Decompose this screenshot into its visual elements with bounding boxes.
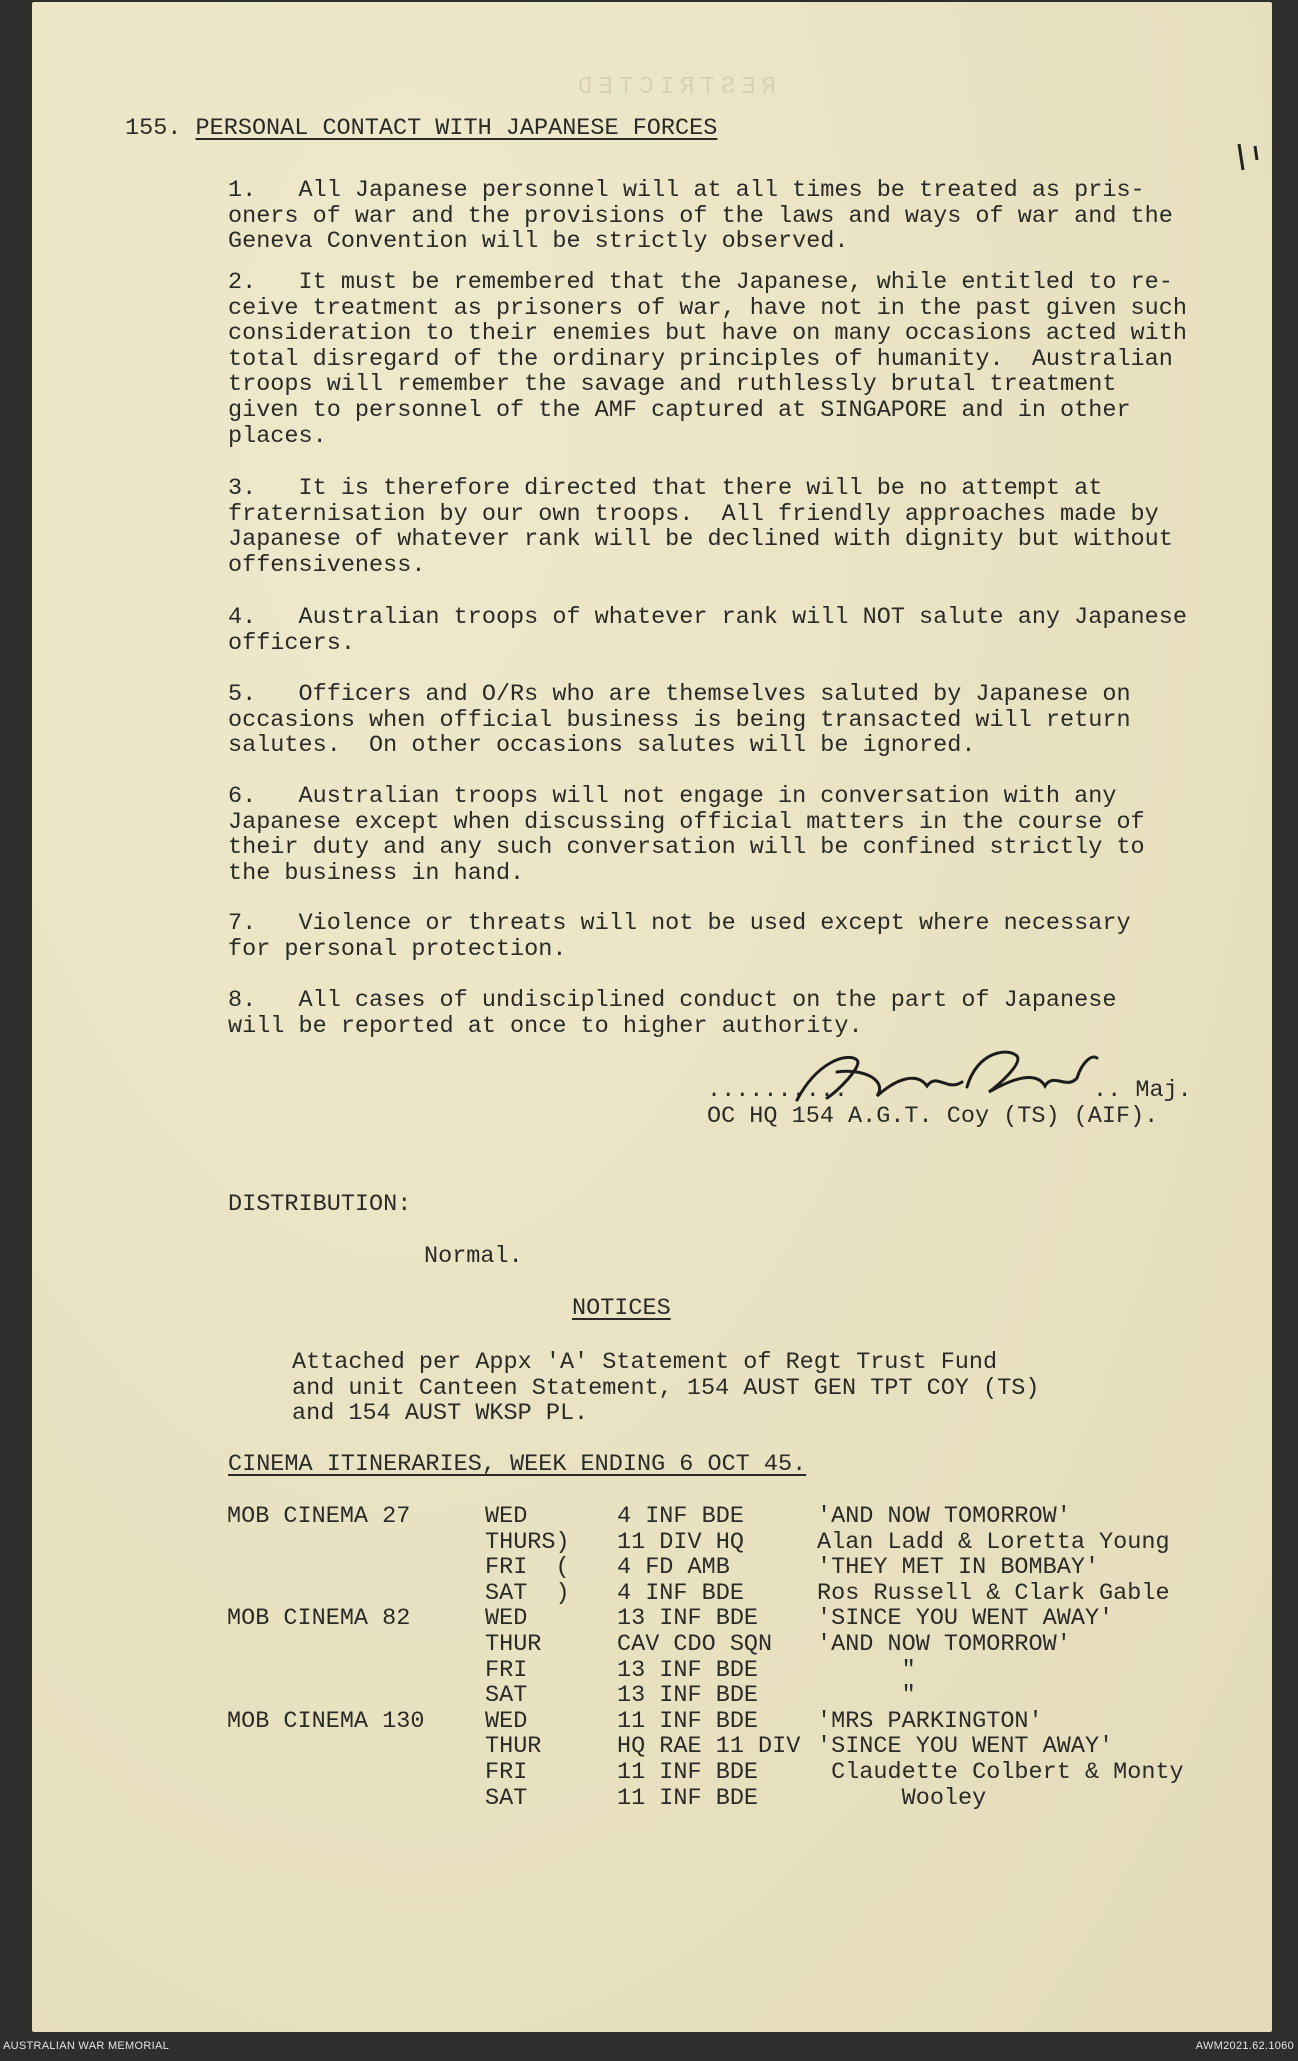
cinema-day: SAT ) [485, 1579, 570, 1607]
signature-rank: Maj. [1135, 1077, 1192, 1104]
paragraph-line: troops will remember the savage and ruthlessly brutal treatment [228, 371, 1117, 399]
cinema-day: THURS) [485, 1528, 570, 1556]
paragraph-line: offensiveness. [228, 551, 426, 579]
signature-line: .......... .. Maj. [707, 1077, 1192, 1104]
cinema-table [227, 1504, 1237, 1811]
cinema-location: HQ RAE 11 DIV [617, 1733, 801, 1761]
cinema-unit: MOB CINEMA 27 [227, 1503, 411, 1530]
paragraph-line: 2. It must be remembered that the Japanese, while entitled to re- [228, 269, 1173, 296]
paragraph-line: 5. Officers and O/Rs who are themselves saluted by Japanese on [228, 681, 1131, 708]
paragraph-line: Geneva Convention will be strictly observed. [228, 228, 849, 256]
paragraph-line: total disregard of the ordinary principles of humanity. Australian [228, 345, 1173, 373]
cinema-day: THUR [485, 1630, 542, 1658]
section-title: PERSONAL CONTACT WITH JAPANESE FORCES [195, 115, 718, 142]
cinema-film: Ros Russell & Clark Gable [817, 1579, 1170, 1607]
section-heading [125, 116, 717, 142]
cinema-location: 11 INF BDE [617, 1707, 759, 1735]
document-page [32, 2, 1272, 2032]
cinema-film: Claudette Colbert & Monty [817, 1758, 1184, 1786]
distribution-label: DISTRIBUTION: [228, 1191, 412, 1218]
cinema-location: 11 INF BDE [617, 1784, 759, 1812]
table-row [227, 1709, 1237, 1735]
paragraph-line: Japanese of whatever rank will be declined with dignity but without [228, 526, 1173, 554]
cinema-unit [227, 1581, 485, 1607]
cinema-unit [227, 1760, 485, 1786]
cinema-unit [227, 1530, 485, 1556]
cinema-location: 4 INF BDE [617, 1579, 744, 1607]
cinema-day: FRI [485, 1656, 528, 1684]
cinema-location: 13 INF BDE [617, 1605, 759, 1633]
notices-title: NOTICES [572, 1295, 671, 1322]
cinema-unit [227, 1786, 485, 1812]
table-row [227, 1786, 1237, 1812]
cinema-day: WED [485, 1707, 528, 1735]
cinema-unit [227, 1658, 485, 1684]
table-row [227, 1760, 1237, 1786]
cinema-film: " [817, 1656, 916, 1684]
section-number: 155. [125, 115, 182, 142]
cinema-unit [227, 1734, 485, 1760]
table-row [227, 1683, 1237, 1709]
cinema-unit: MOB CINEMA 82 [227, 1605, 411, 1633]
cinema-unit [227, 1555, 485, 1581]
cinema-location: 11 INF BDE [617, 1758, 759, 1786]
paragraph-line: oners of war and the provisions of the laws and ways of war and the [228, 202, 1173, 230]
cinema-film: 'AND NOW TOMORROW' [817, 1503, 1071, 1530]
paragraph-line: 4. Australian troops of whatever rank will NOT salute any Japanese [228, 604, 1187, 631]
paragraph-line: their duty and any such conversation will be confined strictly to [228, 834, 1145, 862]
paragraph-line: 7. Violence or threats will not be used except where necessary [228, 910, 1131, 937]
cinema-location: 13 INF BDE [617, 1656, 759, 1684]
cinema-location: 13 INF BDE [617, 1682, 759, 1710]
cinema-location: 4 INF BDE [617, 1503, 744, 1530]
paragraph-line: fraternisation by our own troops. All friendly approaches made by [228, 500, 1159, 528]
table-row [227, 1658, 1237, 1684]
cinema-unit: MOB CINEMA 130 [227, 1707, 425, 1735]
table-row [227, 1734, 1237, 1760]
paragraph-line: ceive treatment as prisoners of war, have not in the past given such [228, 294, 1187, 322]
paragraph-line: the business in hand. [228, 859, 525, 887]
table-row [227, 1581, 1237, 1607]
cinema-film: 'SINCE YOU WENT AWAY' [817, 1733, 1114, 1761]
cinema-location: 4 FD AMB [617, 1554, 730, 1582]
paragraph-line: 1. All Japanese personnel will at all times be treated as pris- [228, 177, 1145, 204]
ink-mark-icon [1150, 114, 1265, 209]
handwritten-signature-icon [777, 1042, 1107, 1112]
cinema-day: SAT [485, 1784, 528, 1812]
cinema-day: FRI ( [485, 1554, 570, 1582]
footer-right: AWM2021.62.1060 [1195, 2040, 1294, 2052]
cinema-film: Alan Ladd & Loretta Young [817, 1528, 1170, 1556]
table-row [227, 1555, 1237, 1581]
paragraph-line: for personal protection. [228, 935, 567, 963]
cinema-film: 'MRS PARKINGTON' [817, 1707, 1043, 1735]
paragraph-line: salutes. On other occasions salutes will be ignored. [228, 732, 976, 760]
table-row [227, 1632, 1237, 1658]
cinema-film: 'SINCE YOU WENT AWAY' [817, 1605, 1114, 1633]
cinema-day: FRI [485, 1758, 528, 1786]
paragraph-line: consideration to their enemies but have on many occasions acted with [228, 320, 1187, 348]
cinema-unit [227, 1632, 485, 1658]
notices-line: and 154 AUST WKSP PL. [292, 1400, 589, 1428]
footer-left: AUSTRALIAN WAR MEMORIAL [3, 2040, 170, 2052]
cinema-film: 'THEY MET IN BOMBAY' [817, 1554, 1100, 1582]
cinema-day: WED [485, 1503, 528, 1530]
bleed-through-text: RESTRICTED [572, 74, 777, 101]
cinema-film: " [817, 1682, 916, 1710]
paragraph-line: given to personnel of the AMF captured at SINGAPORE and in other [228, 397, 1131, 424]
cinema-day: THUR [485, 1733, 542, 1761]
signature-block [707, 1042, 1192, 1170]
paragraph-line: 3. It is therefore directed that there will be no attempt at [228, 475, 1103, 502]
paragraph-line: occasions when official business is being transacted will return [228, 706, 1131, 734]
cinema-unit [227, 1683, 485, 1709]
cinema-title: CINEMA ITINERARIES, WEEK ENDING 6 OCT 45. [228, 1451, 807, 1478]
paragraph-line: officers. [228, 629, 355, 657]
paragraph-line: places. [228, 422, 327, 450]
distribution-value: Normal. [424, 1243, 523, 1270]
table-row [227, 1530, 1237, 1556]
paragraph-line: 6. Australian troops will not engage in conversation with any [228, 783, 1117, 810]
cinema-day: WED [485, 1605, 528, 1633]
notices-line: Attached per Appx 'A' Statement of Regt Trust Fund [292, 1349, 998, 1376]
paragraph-line: will be reported at once to higher authority. [228, 1012, 863, 1040]
cinema-location: 11 DIV HQ [617, 1528, 744, 1556]
paragraph-line: Japanese except when discussing official matters in the course of [228, 808, 1145, 836]
table-row [227, 1504, 1237, 1530]
document-body [32, 2, 1272, 2032]
table-row [227, 1606, 1237, 1632]
cinema-film: Wooley [817, 1784, 987, 1812]
notices-line: and unit Canteen Statement, 154 AUST GEN TPT COY (TS) [292, 1374, 1040, 1402]
signatory-unit: OC HQ 154 A.G.T. Coy (TS) (AIF). [707, 1103, 1159, 1130]
cinema-location: CAV CDO SQN [617, 1630, 773, 1658]
paragraph-line: 8. All cases of undisciplined conduct on the part of Japanese [228, 987, 1117, 1014]
cinema-day: SAT [485, 1682, 528, 1710]
cinema-film: 'AND NOW TOMORROW' [817, 1630, 1071, 1658]
